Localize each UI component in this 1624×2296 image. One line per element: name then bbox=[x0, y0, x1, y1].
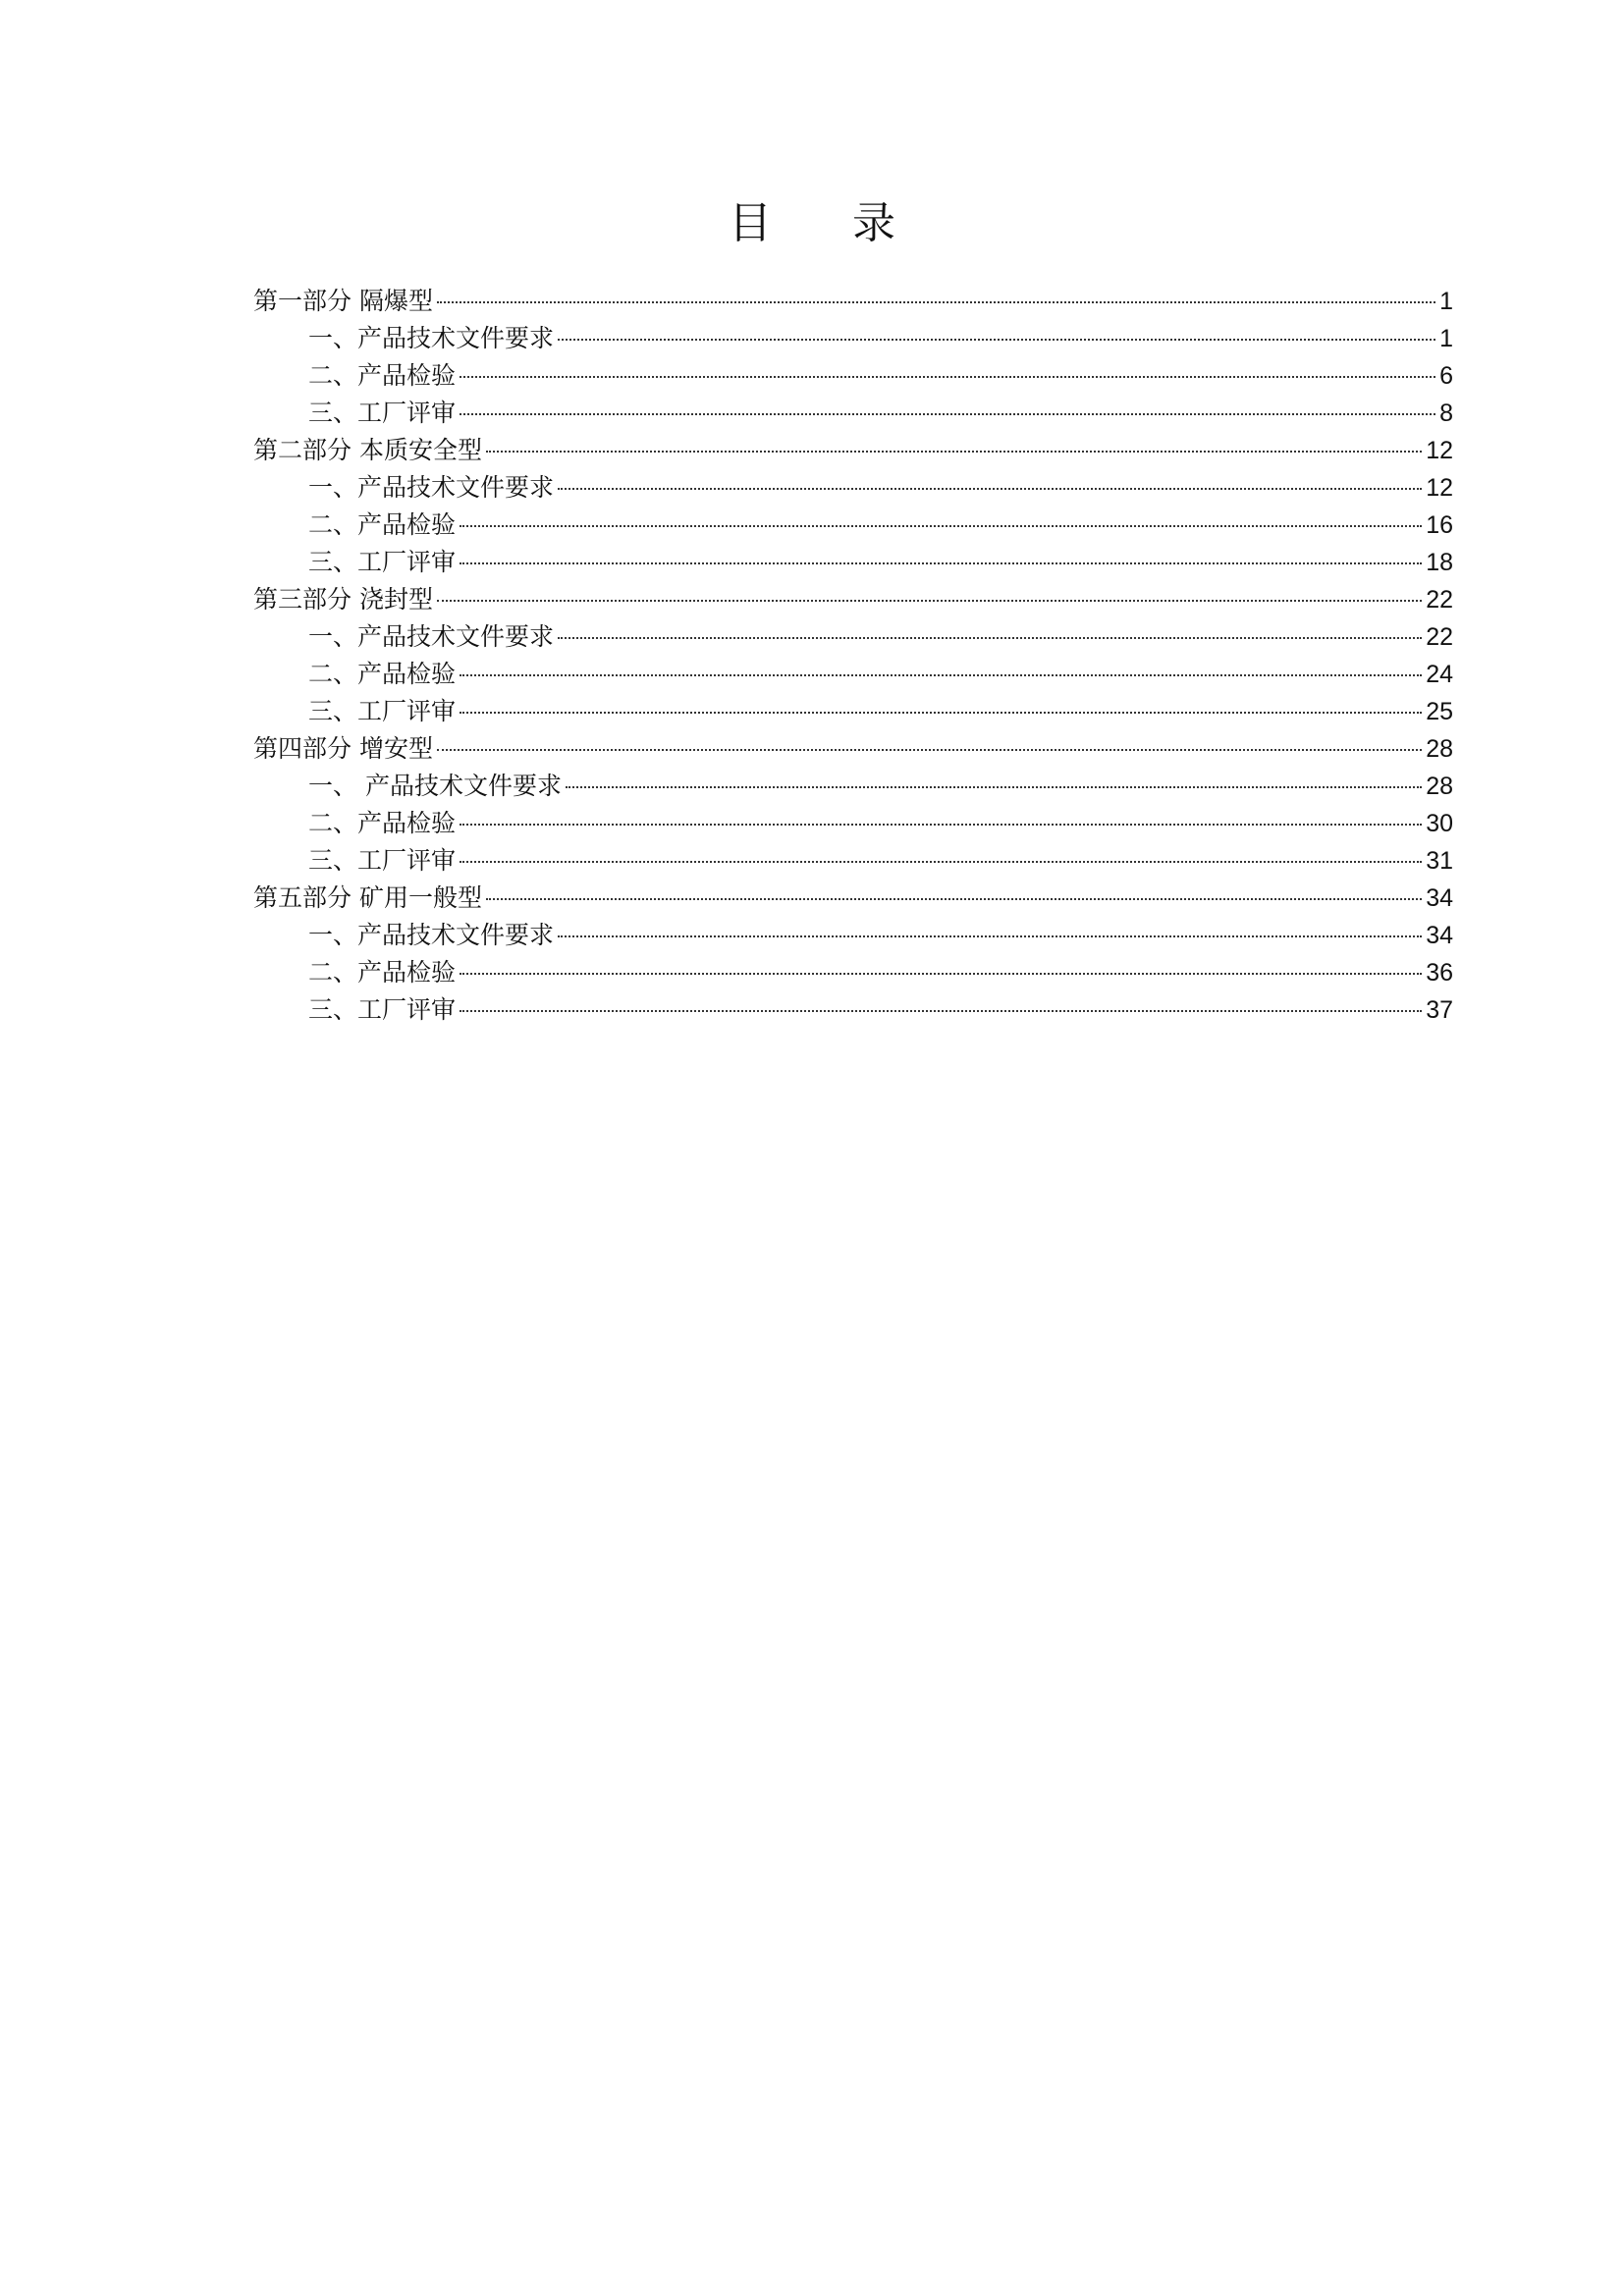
toc-entry-label: 三、工厂评审 bbox=[308, 697, 457, 725]
toc-page-number: 12 bbox=[1426, 437, 1453, 464]
toc-dot-leader bbox=[460, 413, 1435, 415]
toc-dot-leader bbox=[558, 488, 1422, 490]
toc-entry-label: 一、产品技术文件要求 bbox=[308, 622, 555, 651]
toc-page-number: 1 bbox=[1439, 288, 1453, 315]
toc-section-entry[interactable] bbox=[253, 395, 1453, 432]
toc-page-number: 24 bbox=[1426, 661, 1453, 688]
toc-section-entry[interactable] bbox=[253, 357, 1453, 395]
toc-entry-label: 一、产品技术文件要求 bbox=[308, 324, 555, 352]
toc-entry-label: 二、产品检验 bbox=[308, 809, 457, 837]
toc-section-entry[interactable] bbox=[253, 469, 1453, 507]
toc-dot-leader bbox=[460, 712, 1422, 714]
toc-dot-leader bbox=[486, 451, 1422, 453]
toc-page-number: 37 bbox=[1426, 996, 1453, 1024]
toc-entry-label: 一、产品技术文件要求 bbox=[308, 473, 555, 502]
toc-page-number: 28 bbox=[1426, 735, 1453, 763]
toc-entry-label: 一、 产品技术文件要求 bbox=[308, 772, 562, 800]
toc-section-entry[interactable] bbox=[253, 618, 1453, 656]
toc-entry-label: 第三部分 浇封型 bbox=[253, 585, 433, 614]
toc-page-number: 36 bbox=[1426, 959, 1453, 987]
toc-entry-label: 三、工厂评审 bbox=[308, 399, 457, 427]
toc-dot-leader bbox=[460, 861, 1422, 863]
toc-entry-label: 三、工厂评审 bbox=[308, 846, 457, 875]
toc-dot-leader bbox=[460, 562, 1422, 564]
toc-page-number: 6 bbox=[1439, 362, 1453, 390]
toc-page-number: 1 bbox=[1439, 325, 1453, 352]
toc-dot-leader bbox=[460, 525, 1422, 527]
toc-dot-leader bbox=[486, 898, 1422, 900]
toc-dot-leader bbox=[437, 749, 1422, 751]
toc-dot-leader bbox=[460, 376, 1435, 378]
toc-dot-leader bbox=[558, 637, 1422, 639]
toc-page-number: 28 bbox=[1426, 773, 1453, 800]
toc-entry-label: 第一部分 隔爆型 bbox=[253, 287, 433, 315]
toc-entry-label: 二、产品检验 bbox=[308, 958, 457, 987]
toc-entry-label: 三、工厂评审 bbox=[308, 548, 457, 576]
toc-section-entry[interactable] bbox=[253, 768, 1453, 805]
toc-dot-leader bbox=[460, 973, 1422, 975]
toc-page-number: 16 bbox=[1426, 511, 1453, 539]
toc-section-entry[interactable] bbox=[253, 656, 1453, 693]
page-title: 目 录 bbox=[729, 198, 929, 248]
toc-page-number: 31 bbox=[1426, 847, 1453, 875]
toc-page-number: 25 bbox=[1426, 698, 1453, 725]
toc-page-number: 22 bbox=[1426, 623, 1453, 651]
toc-dot-leader bbox=[558, 339, 1435, 341]
toc-section-entry[interactable] bbox=[253, 805, 1453, 842]
toc-part-entry[interactable] bbox=[253, 432, 1453, 469]
toc-section-entry[interactable] bbox=[253, 917, 1453, 954]
toc-section-entry[interactable] bbox=[253, 954, 1453, 991]
toc-entry-label: 一、产品技术文件要求 bbox=[308, 921, 555, 949]
toc-entry-label: 二、产品检验 bbox=[308, 510, 457, 539]
toc-page-number: 34 bbox=[1426, 922, 1453, 949]
toc-section-entry[interactable] bbox=[253, 693, 1453, 730]
toc-entry-label: 二、产品检验 bbox=[308, 660, 457, 688]
toc-part-entry[interactable] bbox=[253, 283, 1453, 320]
toc-entry-label: 第五部分 矿用一般型 bbox=[253, 883, 482, 912]
toc-section-entry[interactable] bbox=[253, 320, 1453, 357]
toc-entry-label: 二、产品检验 bbox=[308, 361, 457, 390]
toc-section-entry[interactable] bbox=[253, 991, 1453, 1029]
toc-section-entry[interactable] bbox=[253, 507, 1453, 544]
toc-page-number: 12 bbox=[1426, 474, 1453, 502]
toc-dot-leader bbox=[460, 824, 1422, 826]
toc-part-entry[interactable] bbox=[253, 581, 1453, 618]
toc-section-entry[interactable] bbox=[253, 842, 1453, 880]
toc-page-number: 30 bbox=[1426, 810, 1453, 837]
toc-entry-label: 第四部分 增安型 bbox=[253, 734, 433, 763]
table-of-contents bbox=[253, 283, 1453, 1029]
toc-page-number: 8 bbox=[1439, 400, 1453, 427]
toc-page-number: 22 bbox=[1426, 586, 1453, 614]
toc-part-entry[interactable] bbox=[253, 880, 1453, 917]
toc-entry-label: 第二部分 本质安全型 bbox=[253, 436, 482, 464]
toc-dot-leader bbox=[437, 600, 1422, 602]
toc-dot-leader bbox=[558, 935, 1422, 937]
toc-dot-leader bbox=[566, 786, 1422, 788]
toc-dot-leader bbox=[460, 1010, 1422, 1012]
toc-dot-leader bbox=[460, 674, 1422, 676]
toc-section-entry[interactable] bbox=[253, 544, 1453, 581]
toc-page-number: 34 bbox=[1426, 884, 1453, 912]
toc-page-number: 18 bbox=[1426, 549, 1453, 576]
toc-entry-label: 三、工厂评审 bbox=[308, 995, 457, 1024]
toc-dot-leader bbox=[437, 301, 1435, 303]
toc-part-entry[interactable] bbox=[253, 730, 1453, 768]
